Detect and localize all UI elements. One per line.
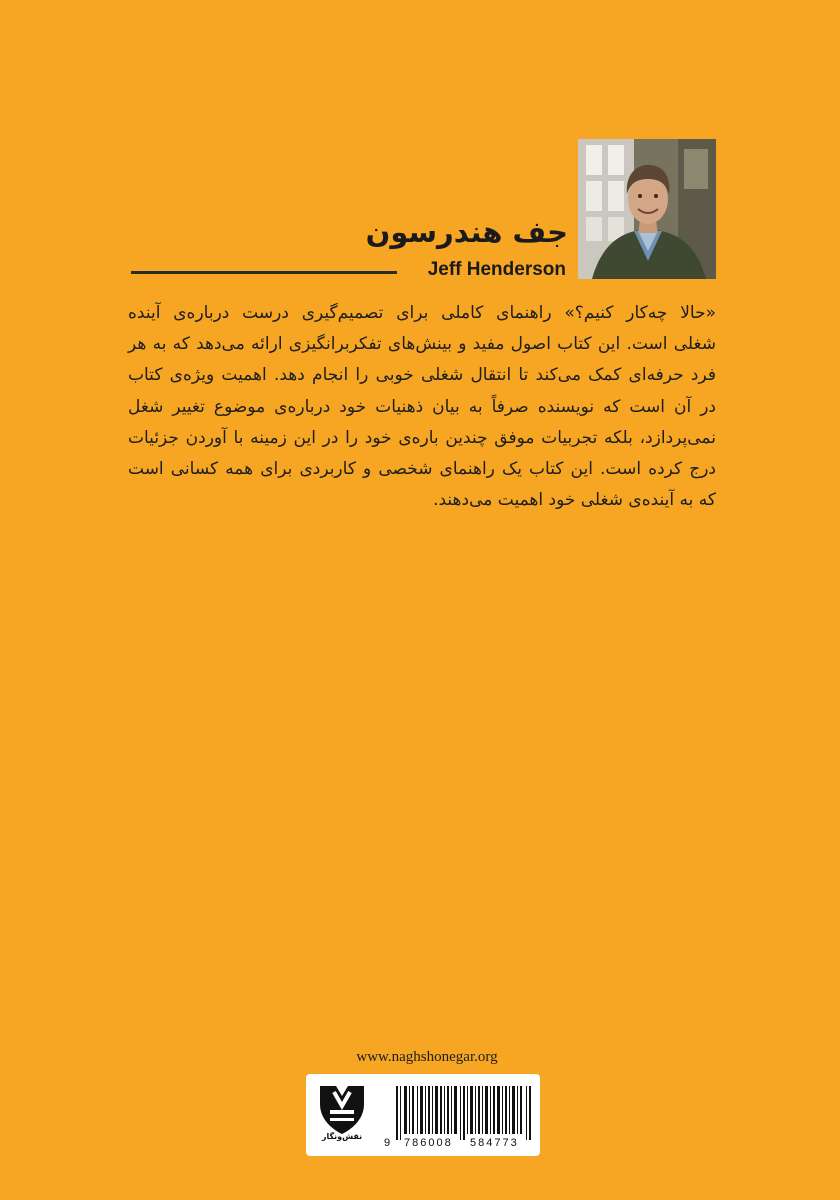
isbn-group-1: 786008 [404,1137,453,1149]
author-divider [131,271,397,274]
author-photo [578,139,716,279]
blurb-line: که به آینده‌ی شغلی خود اهمیت می‌دهند. [433,490,716,511]
book-blurb [128,298,716,516]
publisher-barcode-box [306,1074,540,1156]
isbn-number [384,1137,534,1151]
blurb-line: در آن است که نویسنده صرفاً به بیان ذهنیات خود درباره‌ی موضوع تغییر شغل [128,396,716,417]
blurb-line: درج کرده است. این کتاب یک راهنمای شخصی و کاربردی برای همه کسانی است [128,459,716,480]
author-name-english: Jeff Henderson [427,259,566,280]
isbn-lead-digit: 9 [384,1137,391,1149]
blurb-line: شغلی است. این کتاب اصول مفید و بینش‌های تفکربرانگیزی ارائه می‌دهد که به هر [128,334,716,355]
isbn-barcode [396,1086,532,1140]
author-name-persian: جف هندرسون [365,215,568,249]
blurb-line: فرد حرفه‌ای کمک می‌کند تا انتقال شغلی خوبی را انجام دهد. اهمیت ویژه‌ی کتاب [128,365,716,386]
isbn-group-2: 584773 [470,1137,519,1149]
publisher-website: www.naghshonegar.org [356,1049,498,1065]
blurb-line: نمی‌پردازد، بلکه تجربیات موفق چندین باره‌ی خود را در این زمینه با آوردن جزئیات [128,427,716,448]
publisher-logo-text: نقش‌ونگار [321,1132,363,1141]
blurb-line: «حالا چه‌کار کنیم؟» راهنمای کاملی برای تصمیم‌گیری درست درباره‌ی آینده [128,303,716,323]
